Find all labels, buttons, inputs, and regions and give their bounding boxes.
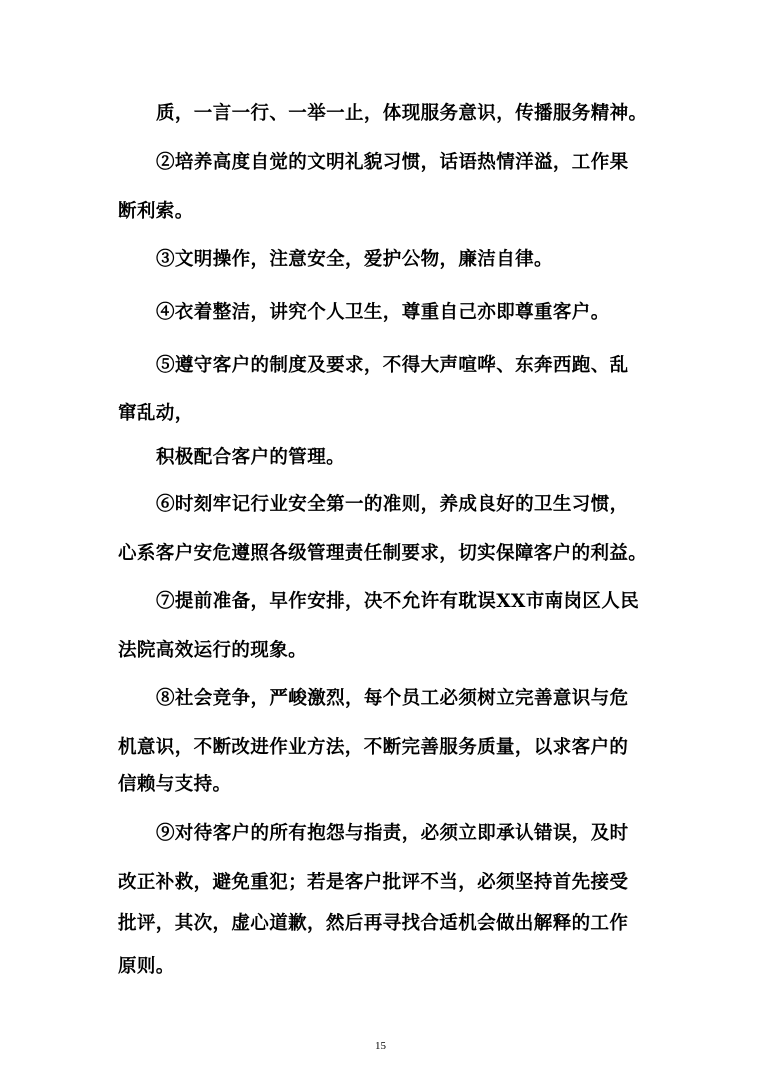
text-line: 心系客户安危遵照各级管理责任制要求，切实保障客户的利益。 [118,543,648,564]
text-line: 原则。 [118,956,175,977]
text-line: ⑦提前准备，早作安排，决不允许有耽误XX市南岗区人民 [156,591,640,612]
text-line: 断利索。 [118,201,194,222]
text-line: ②培养高度自觉的文明礼貌习惯，话语热情洋溢，工作果 [156,152,629,173]
page-number: 15 [375,1040,386,1052]
text-line: ⑤遵守客户的制度及要求，不得大声喧哗、东奔西跑、乱 [156,355,629,376]
text-line: 信赖与支持。 [118,774,232,795]
text-line: ⑨对待客户的所有抱怨与指责，必须立即承认错误，及时 [156,823,629,844]
text-line: 改正补救，避免重犯；若是客户批评不当，必须坚持首先接受 [118,872,629,893]
text-line: 法院高效运行的现象。 [118,640,308,661]
text-line: ④衣着整洁，讲究个人卫生，尊重自己亦即尊重客户。 [156,302,610,323]
text-line: 窜乱动， [118,403,194,424]
text-line: ③文明操作，注意安全，爱护公物，廉洁自律。 [156,249,553,270]
text-line: 批评，其次，虚心道歉，然后再寻找合适机会做出解释的工作 [118,913,629,934]
text-line: 积极配合客户的管理。 [156,447,346,468]
text-line: ⑥时刻牢记行业安全第一的准则，养成良好的卫生习惯， [156,494,629,515]
text-line: ⑧社会竞争，严峻激烈，每个员工必须树立完善意识与危 [156,688,629,709]
text-line: 质，一言一行、一举一止，体现服务意识，传播服务精神。 [156,103,648,124]
text-line: 机意识，不断改进作业方法，不断完善服务质量，以求客户的 [118,737,629,758]
